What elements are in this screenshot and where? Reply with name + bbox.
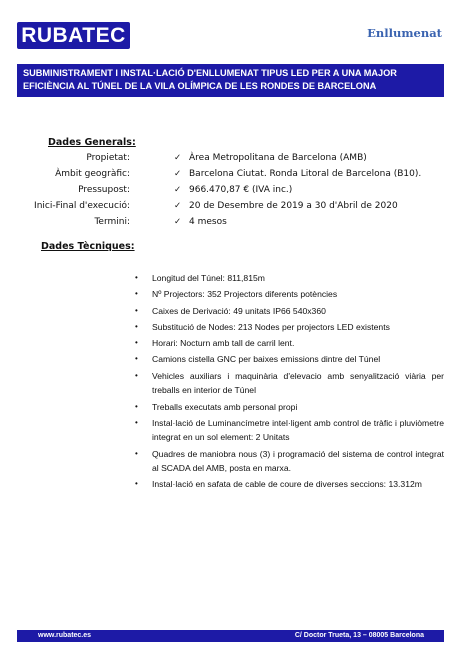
- list-item: [132, 336, 444, 351]
- technical-data-list: [132, 271, 444, 494]
- check-icon: ✓: [174, 201, 182, 211]
- general-row-value: 20 de Desembre de 2019 a 30 d'Abril de 2020: [189, 201, 398, 211]
- bullet-icon: •: [135, 321, 138, 331]
- list-item: [132, 271, 444, 286]
- list-item: [132, 304, 444, 319]
- list-item: [132, 477, 444, 492]
- general-row-label: Pressupost:: [78, 185, 130, 195]
- bullet-icon: •: [135, 354, 138, 364]
- bullet-icon: •: [135, 401, 138, 411]
- bullet-icon: •: [135, 289, 138, 299]
- company-address: C/ Doctor Trueta, 13 – 08005 Barcelona: [294, 632, 424, 639]
- bullet-icon: •: [135, 305, 138, 315]
- list-item-text: Quadres de maniobra nous (3) i programació del sistema de control integrat al SCADA del AMB, posta en marxa.: [152, 448, 444, 474]
- list-item-text: Instal·lació de Luminancímetre intel·ligent amb control de tràfic i pluviòmetre integrat en un sol element: 2 Unitats: [152, 417, 444, 443]
- list-item: [132, 447, 444, 476]
- general-data-heading: Dades Generals:: [48, 137, 136, 148]
- website-link[interactable]: www.rubatec.es: [38, 632, 92, 639]
- general-row-duration: [0, 217, 460, 231]
- rubatec-logo: RUBATEC: [17, 22, 130, 49]
- general-row-budget: [0, 185, 460, 199]
- list-item: [132, 400, 444, 415]
- bullet-icon: •: [135, 417, 138, 427]
- page-footer: [17, 630, 444, 642]
- bullet-icon: •: [135, 479, 138, 489]
- list-item-text: Caixes de Derivació: 49 unitats IP66 540x360: [152, 305, 326, 316]
- check-icon: ✓: [174, 153, 182, 163]
- bullet-icon: •: [135, 273, 138, 282]
- list-item-text: Instal·lació en safata de cable de coure de diverses seccions: 13.312m: [152, 479, 422, 490]
- list-item: [132, 416, 444, 445]
- bullet-icon: •: [135, 338, 138, 348]
- check-icon: ✓: [174, 217, 182, 227]
- list-item-text: Vehicles auxiliars i maquinària d'elevacio amb senyalització viària per treballs en interior de Túnel: [152, 370, 444, 396]
- general-row-owner: [0, 153, 460, 167]
- check-icon: ✓: [174, 169, 182, 179]
- list-item-text: Horari: Nocturn amb tall de carril lent.: [152, 338, 295, 349]
- list-item: [132, 287, 444, 302]
- list-item-text: Treballs executats amb personal propi: [152, 401, 298, 412]
- general-row-label: Termini:: [94, 217, 130, 227]
- general-row-label: Propietat:: [86, 153, 130, 163]
- list-item: [132, 369, 444, 398]
- bullet-icon: •: [135, 448, 138, 458]
- list-item-text: Nº Projectors: 352 Projectors diferents potències: [152, 289, 338, 300]
- general-row-value: Barcelona Ciutat. Ronda Litoral de Barcelona (B10).: [189, 169, 422, 179]
- list-item: [132, 352, 444, 367]
- list-item-text: Camions cistella GNC per baixes emissions dintre del Túnel: [152, 354, 381, 365]
- general-row-value: 4 mesos: [189, 217, 227, 227]
- list-item-text: Substitució de Nodes: 213 Nodes per projectors LED existents: [152, 321, 390, 332]
- general-row-label: Àmbit geogràfic:: [55, 169, 130, 179]
- project-title-banner: [17, 64, 444, 97]
- general-row-label: Inici-Final d'execució:: [34, 201, 130, 211]
- general-row-value: 966.470,87 € (IVA inc.): [189, 185, 293, 195]
- technical-data-heading: Dades Tècniques:: [41, 241, 135, 252]
- list-item: [132, 320, 444, 335]
- list-item-text: Longitud del Túnel: 811,815m: [152, 273, 265, 283]
- project-title-line-2: EFICIÈNCIA AL TÚNEL DE LA VILA OLÍMPICA DE LES RONDES DE BARCELONA: [23, 81, 377, 91]
- check-icon: ✓: [174, 185, 182, 195]
- bullet-icon: •: [135, 370, 138, 380]
- project-title-line-1: SUBMINISTRAMENT I INSTAL·LACIÓ D'ENLLUMENAT TIPUS LED PER A UNA MAJOR: [23, 68, 397, 78]
- general-row-dates: [0, 201, 460, 215]
- category-label: Enllumenat: [367, 26, 442, 40]
- general-row-area: [0, 169, 460, 183]
- general-row-value: Àrea Metropolitana de Barcelona (AMB): [189, 153, 367, 163]
